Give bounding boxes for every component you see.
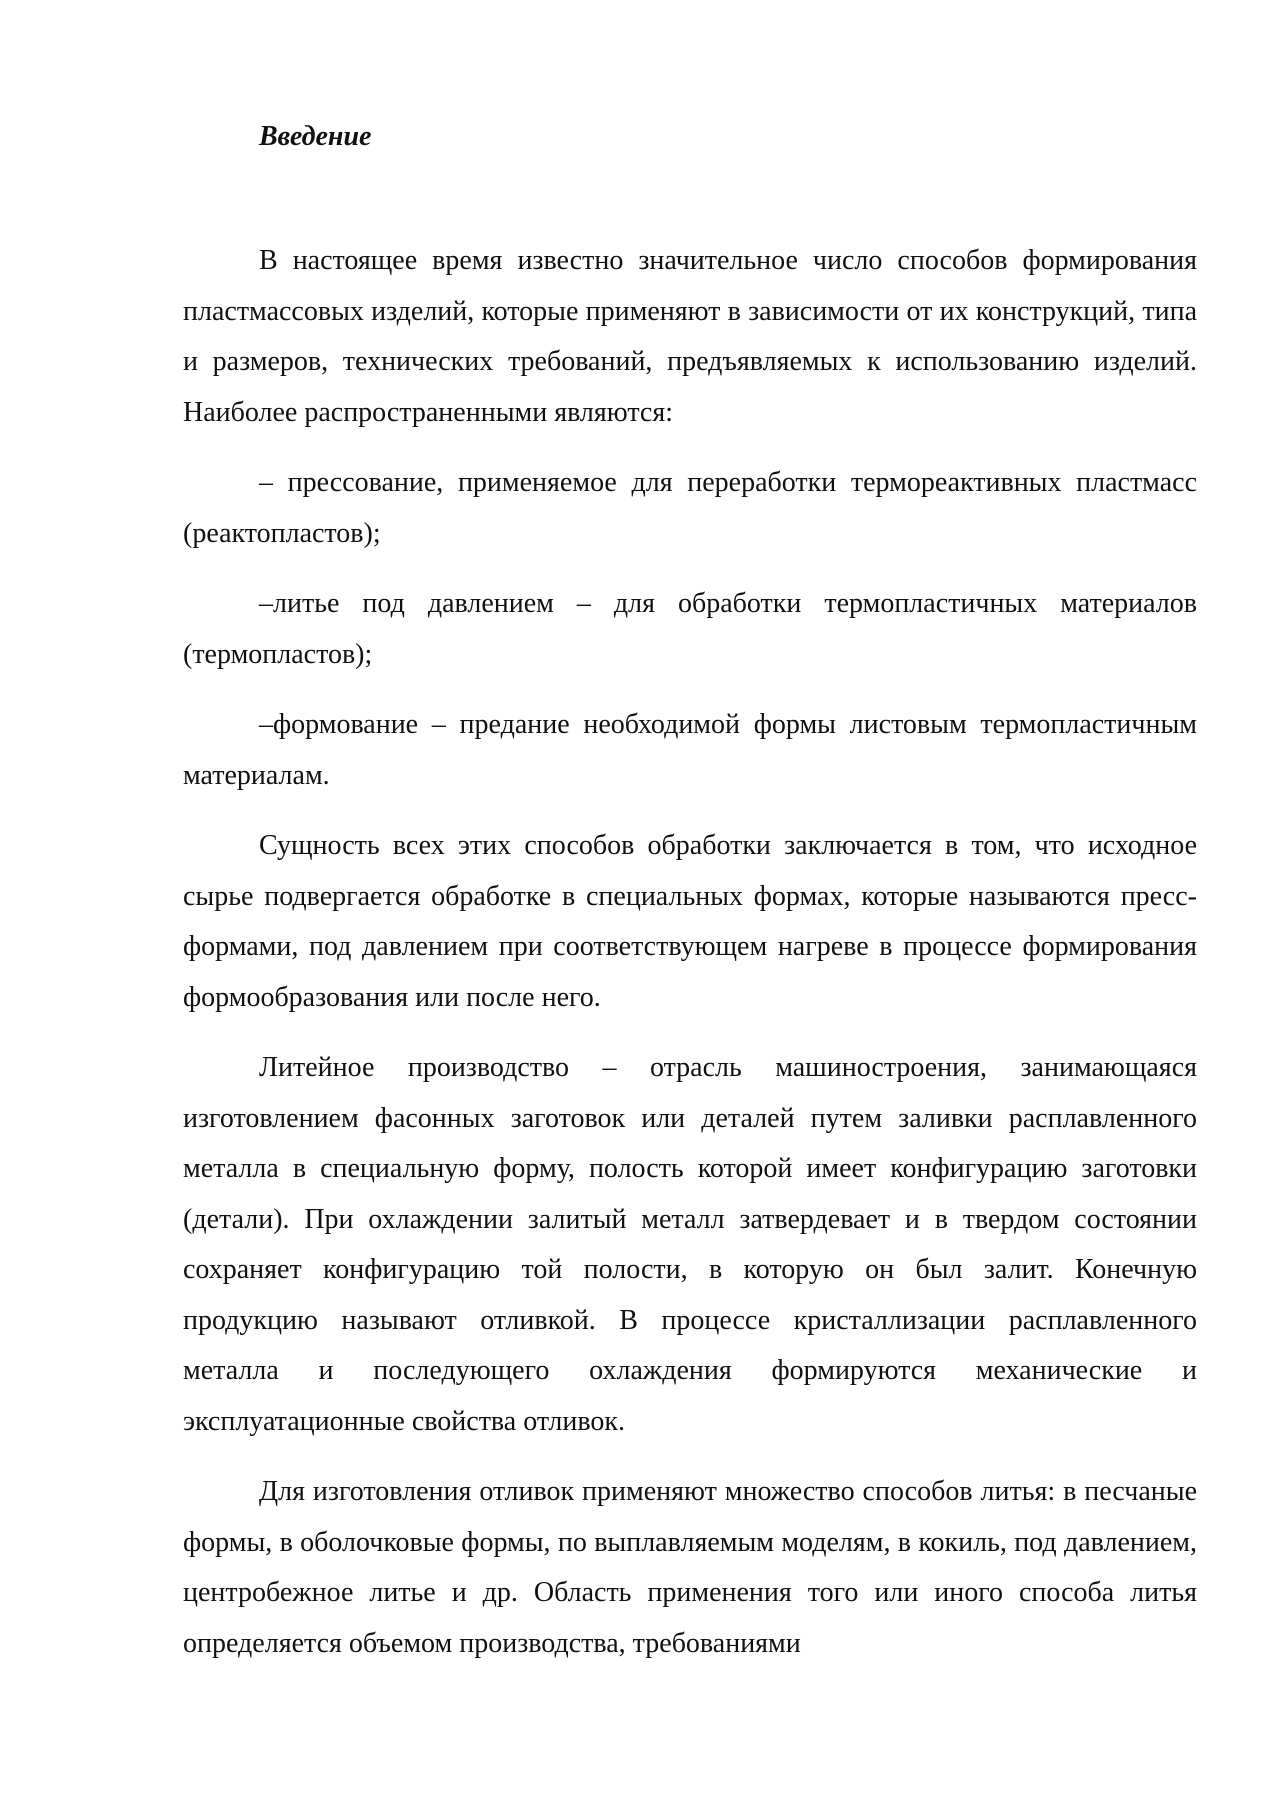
list-item-injection-molding: –литье под давлением – для обработки термопластичных материалов (термопластов); — [183, 588, 1197, 670]
list-item-pressing: – прессование, применяемое для переработки термореактивных пластмасс (реактопластов); — [183, 467, 1197, 549]
section-heading: Введение — [259, 121, 372, 152]
foundry-paragraph: Литейное производство – отрасль машиностроения, занимающаяся изготовлением фасонных заготовок или деталей путем заливки расплавленного металла в специальную форму, полость которой имеет конфигурацию заготовки (детали). При охлаждении залитый металл затвердевает и в твердом состоянии сохраняет конфигурацию той полости, в которую он был залит. Конечную продукцию называют отливкой. В процессе кристаллизации расплавленного металла и последующего охлаждения формируются механические и эксплуатационные свойства отливок. — [183, 1052, 1197, 1437]
intro-paragraph: В настоящее время известно значительное число способов формирования пластмассовых изделий, которые применяют в зависимости от их конструкций, типа и размеров, технических требований, предъявляемых к использованию изделий. Наиболее распространенными являются: — [183, 245, 1197, 428]
essence-paragraph: Сущность всех этих способов обработки заключается в том, что исходное сырье подвергается обработке в специальных формах, которые называются пресс-формами, под давлением при соответствующем нагреве в процессе формирования формообразования или после него. — [183, 830, 1197, 1013]
list-item-forming: –формование – предание необходимой формы листовым термопластичным материалам. — [183, 709, 1197, 791]
document-body — [183, 112, 1197, 1689]
casting-methods-paragraph: Для изготовления отливок применяют множество способов литья: в песчаные формы, в оболочковые формы, по выплавляемым моделям, в кокиль, под давлением, центробежное литье и др. Область применения того или иного способа литья определяется объемом производства, требованиями — [183, 1476, 1197, 1659]
